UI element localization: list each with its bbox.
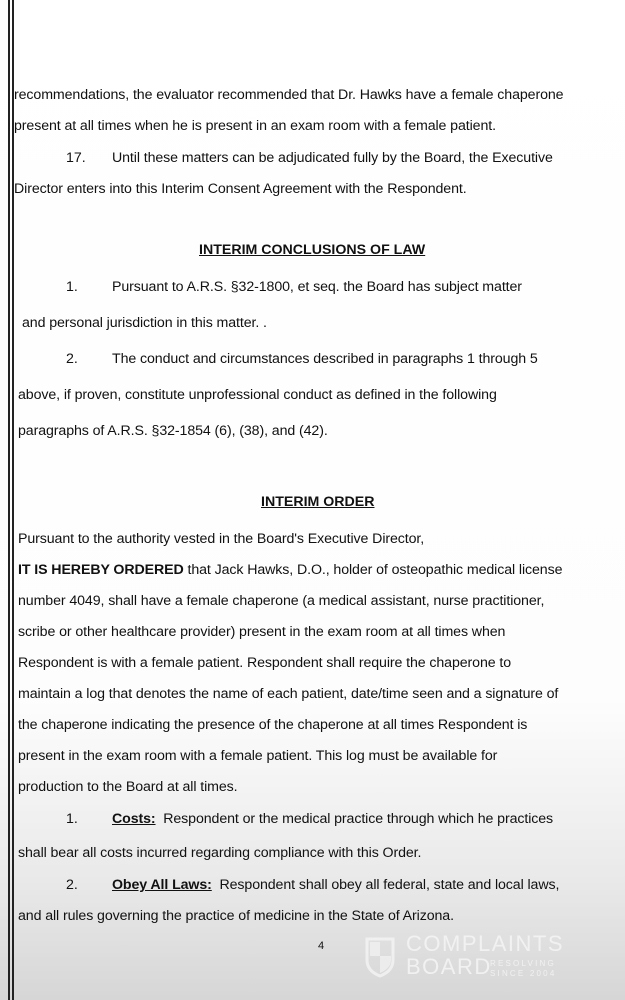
text-line: present at all times when he is present in an exam room with a female patient. bbox=[14, 118, 496, 134]
text-line: above, if proven, constitute unprofessional conduct as defined in the following bbox=[18, 387, 497, 403]
page-number: 4 bbox=[318, 940, 325, 952]
order-item-text: Respondent shall obey all federal, state and local laws, bbox=[219, 877, 560, 893]
section-heading-conclusions: INTERIM CONCLUSIONS OF LAW bbox=[199, 242, 426, 258]
text-line: shall bear all costs incurred regarding compliance with this Order. bbox=[18, 845, 422, 861]
ordered-line bbox=[18, 562, 562, 578]
ordered-rest: that Jack Hawks, D.O., holder of osteopathic medical license bbox=[183, 562, 563, 578]
order-item-title: Obey All Laws: bbox=[112, 877, 212, 893]
text-line: paragraphs of A.R.S. §32-1854 (6), (38), and (42). bbox=[18, 423, 328, 439]
watermark-logo bbox=[364, 933, 584, 983]
text-line: the chaperone indicating the presence of the chaperone at all times Respondent is bbox=[18, 717, 528, 733]
margin-line-left-inner bbox=[12, 0, 14, 1000]
text-line: Pursuant to the authority vested in the Board's Executive Director, bbox=[18, 531, 425, 547]
section-heading-order: INTERIM ORDER bbox=[261, 494, 375, 510]
paragraph-number: 1. bbox=[66, 811, 78, 827]
ordered-bold: IT IS HEREBY ORDERED bbox=[18, 562, 184, 578]
text-line: Until these matters can be adjudicated fully by the Board, the Executive bbox=[112, 150, 553, 166]
text-line: Pursuant to A.R.S. §32-1800, et seq. the Board has subject matter bbox=[112, 279, 522, 295]
text-line: present in the exam room with a female patient. This log must be available for bbox=[18, 748, 498, 764]
order-item-text: Respondent or the medical practice through which he practices bbox=[163, 811, 554, 827]
shield-icon bbox=[364, 936, 396, 978]
paragraph-number: 1. bbox=[66, 279, 78, 295]
text-line: number 4049, shall have a female chaperone (a medical assistant, nurse practitioner, bbox=[18, 593, 545, 609]
text-line: The conduct and circumstances described in paragraphs 1 through 5 bbox=[112, 351, 538, 367]
watermark-tagline-2: SINCE 2004 bbox=[490, 969, 557, 978]
watermark-word-board: BOARD bbox=[406, 954, 492, 979]
order-item-line bbox=[112, 877, 559, 893]
text-line: and all rules governing the practice of medicine in the State of Arizona. bbox=[18, 908, 454, 924]
text-line: Director enters into this Interim Consent Agreement with the Respondent. bbox=[14, 181, 467, 197]
order-item-title: Costs: bbox=[112, 811, 156, 827]
paragraph-number: 2. bbox=[66, 351, 78, 367]
text-line: Respondent is with a female patient. Respondent shall require the chaperone to bbox=[18, 655, 512, 671]
watermark-word-complaints: COMPLAINTS bbox=[406, 931, 565, 956]
text-line: production to the Board at all times. bbox=[18, 779, 238, 795]
text-line: and personal jurisdiction in this matter. . bbox=[22, 315, 267, 331]
margin-line-left-outer bbox=[8, 0, 10, 1000]
order-item-line bbox=[112, 811, 553, 827]
text-line: scribe or other healthcare provider) present in the exam room at all times when bbox=[18, 624, 506, 640]
paragraph-number: 17. bbox=[66, 150, 86, 166]
text-line: maintain a log that denotes the name of each patient, date/time seen and a signature of bbox=[18, 686, 559, 702]
paragraph-number: 2. bbox=[66, 877, 78, 893]
text-line: recommendations, the evaluator recommended that Dr. Hawks have a female chaperone bbox=[14, 87, 564, 103]
watermark-tagline-1: RESOLVING bbox=[490, 959, 556, 968]
